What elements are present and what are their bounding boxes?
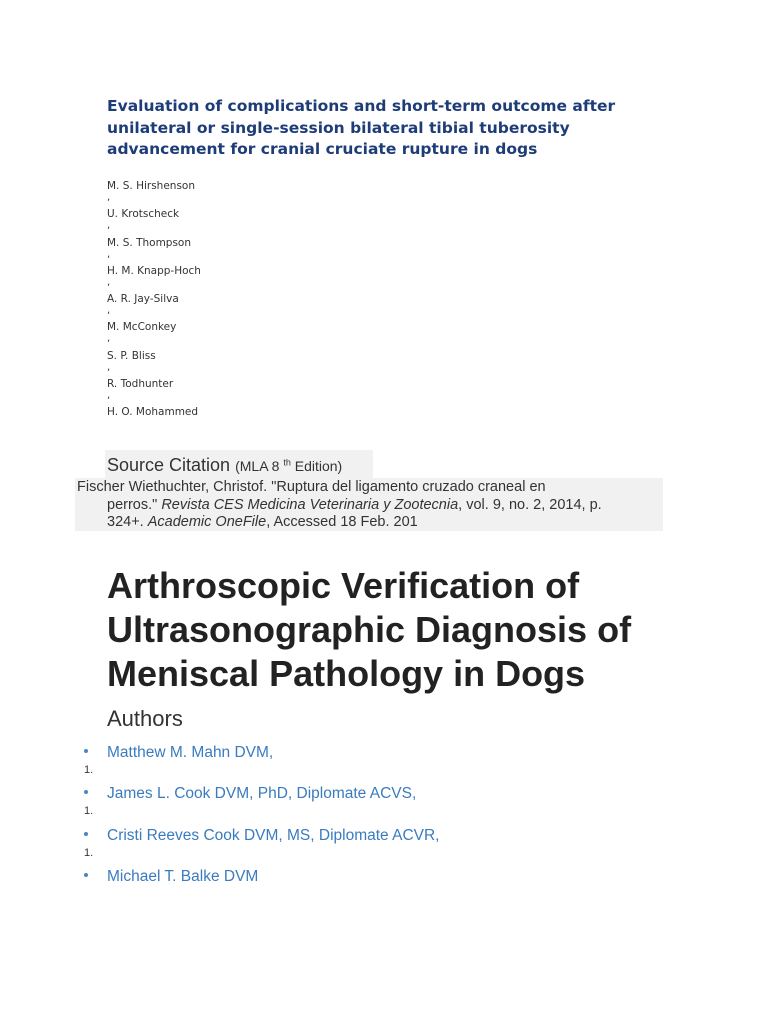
author-name[interactable]: M. S. Thompson [107, 236, 192, 249]
author-name[interactable]: M. S. Hirshenson [107, 180, 195, 192]
affiliation-number: 1. [84, 764, 94, 776]
author-separator: , [107, 248, 111, 260]
author-separator: , [107, 192, 111, 203]
citation-text: , vol. 9, no. 2, 2014, p. [458, 497, 602, 513]
citation-journal: Revista CES Medicina Veterinaria y Zootecnia [161, 497, 459, 513]
author-separator: , [107, 276, 111, 288]
author-list-item [0, 785, 768, 826]
author-link[interactable]: Cristi Reeves Cook DVM, MS, Diplomate ACVR, [107, 826, 440, 844]
citation-text: , Accessed 18 Feb. 201 [266, 514, 418, 530]
source-citation-header [105, 450, 373, 478]
citation-heading-text: Source Citation [107, 455, 231, 475]
author-item [107, 263, 201, 291]
bullet-icon [84, 790, 88, 794]
author-name[interactable]: H. M. Knapp-Hoch [107, 264, 201, 277]
author-separator: , [107, 220, 111, 232]
affiliation-number: 1. [84, 805, 94, 818]
bullet-icon [84, 873, 88, 877]
author-separator: , [107, 390, 111, 402]
author-list-item [0, 868, 768, 909]
author-item [107, 376, 201, 404]
author-name[interactable]: H. O. Mohammed [107, 406, 199, 419]
citation-text: 324+. [107, 514, 148, 530]
author-list-item [0, 827, 768, 868]
citation-style-prefix: (MLA 8 [235, 458, 280, 474]
citation-style-suffix: Edition) [294, 458, 343, 474]
author-item [107, 319, 201, 347]
bullet-icon [84, 749, 88, 753]
citation-line-1: Fischer Wiethuchter, Christof. "Ruptura del ligamento cruzado craneal en [77, 479, 546, 495]
citation-database: Academic OneFile [147, 514, 267, 530]
affiliation-number: 1. [84, 846, 94, 859]
source-citation-heading [107, 455, 342, 476]
author-separator: , [107, 333, 111, 345]
citation-line-2 [107, 496, 602, 514]
author-item [107, 178, 201, 206]
author-item [107, 291, 201, 319]
article-title: Evaluation of complications and short-term outcome after unilateral or single-session bilateral tibial tuberosity advancement for cranial cruciate rupture in dogs [107, 97, 616, 158]
bullet-icon [84, 832, 88, 836]
author-list-2 [0, 744, 768, 909]
author-separator: , [107, 305, 111, 317]
author-link[interactable]: Michael T. Balke DVM [107, 867, 259, 885]
author-list [107, 178, 201, 433]
citation-text: perros." [107, 497, 162, 513]
author-link[interactable]: James L. Cook DVM, PhD, Diplomate ACVS, [107, 785, 417, 803]
citation-style [235, 458, 342, 474]
author-name[interactable]: U. Krotscheck [107, 208, 180, 221]
citation-text-block [75, 478, 663, 531]
author-separator: , [107, 361, 111, 373]
author-item [107, 206, 201, 234]
author-list-item [0, 744, 768, 785]
author-item [107, 235, 201, 263]
author-name[interactable]: R. Todhunter [107, 378, 174, 391]
author-name[interactable]: S. P. Bliss [107, 349, 156, 362]
author-item [107, 404, 201, 432]
author-name[interactable]: A. R. Jay-Silva [107, 293, 179, 306]
citation-style-sup: th [283, 457, 291, 468]
article-title-2: Arthroscopic Verification of Ultrasonographic Diagnosis of Meniscal Pathology in Dogs [107, 565, 632, 694]
author-name[interactable]: M. McConkey [107, 321, 177, 334]
author-item [107, 348, 201, 376]
author-link[interactable]: Matthew M. Mahn DVM, [107, 744, 274, 761]
authors-heading: Authors [107, 706, 183, 731]
citation-line-3 [107, 513, 418, 531]
